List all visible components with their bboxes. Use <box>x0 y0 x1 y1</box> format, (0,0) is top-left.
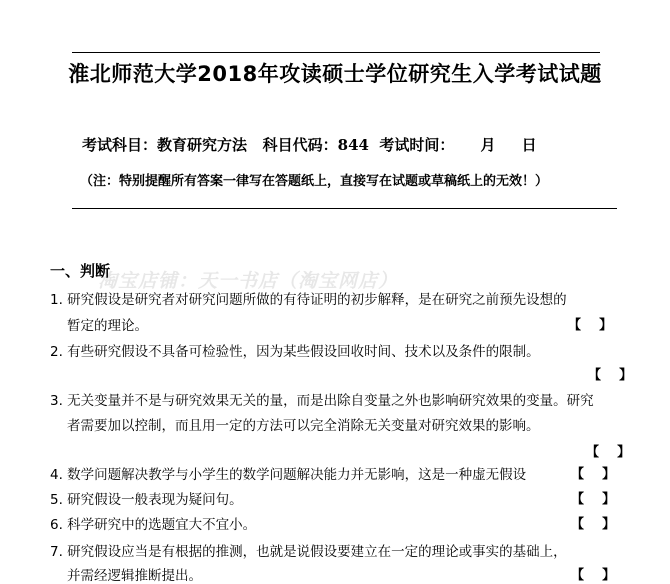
exam-info: 考试科目：教育研究方法 科目代码：844 考试时间： 月 日 <box>82 136 537 154</box>
question-1-line-1: 1. 研究假设是研究者对研究问题所做的有待证明的初步解释，是在研究之前预先设想的 <box>50 292 567 308</box>
watermark-text: 淘宝店铺：天一书店（淘宝网店） <box>98 270 399 292</box>
question-4-answer-bracket: 【 】 <box>571 467 616 482</box>
top-rule <box>72 52 600 53</box>
question-3-line-1: 3. 无关变量并不是与研究效果无关的量，而是出除自变量之外也影响研究效果的变量。研究 <box>50 393 594 409</box>
question-1-answer-bracket: 【 】 <box>568 318 613 333</box>
exam-title: 淮北师范大学2018年攻读硕士学位研究生入学考试试题 <box>68 62 602 86</box>
question-4-line-1: 4. 数学问题解决教学与小学生的数学问题解决能力并无影响，这是一种虚无假设 <box>50 467 527 483</box>
question-2-answer-bracket: 【 】 <box>588 368 633 383</box>
question-2-line-1: 2. 有些研究假设不具备可检验性，因为某些假设回收时间、技术以及条件的限制。 <box>50 344 540 360</box>
question-5-answer-bracket: 【 】 <box>571 492 616 507</box>
question-3-line-2: 者需要加以控制，而且用一定的方法可以完全消除无关变量对研究效果的影响。 <box>67 418 540 434</box>
question-6-line-1: 6. 科学研究中的选题宜大不宜小。 <box>50 517 257 533</box>
section-title: 一、判断 <box>50 262 111 280</box>
question-7-line-2: 并需经逻辑推断提出。 <box>67 568 202 584</box>
question-3-answer-bracket: 【 】 <box>586 445 631 460</box>
question-5-line-1: 5. 研究假设一般表现为疑问句。 <box>50 492 243 508</box>
question-7-answer-bracket: 【 】 <box>571 568 616 583</box>
question-6-answer-bracket: 【 】 <box>571 517 616 532</box>
exam-note: （注：特别提醒所有答案一律写在答题纸上，直接写在试题或草稿纸上的无效！） <box>80 174 549 189</box>
header-divider <box>72 208 617 209</box>
question-7-line-1: 7. 研究假设应当是有根据的推测，也就是说假设要建立在一定的理论或事实的基础上， <box>50 544 567 560</box>
question-1-line-2: 暂定的理论。 <box>67 318 148 334</box>
